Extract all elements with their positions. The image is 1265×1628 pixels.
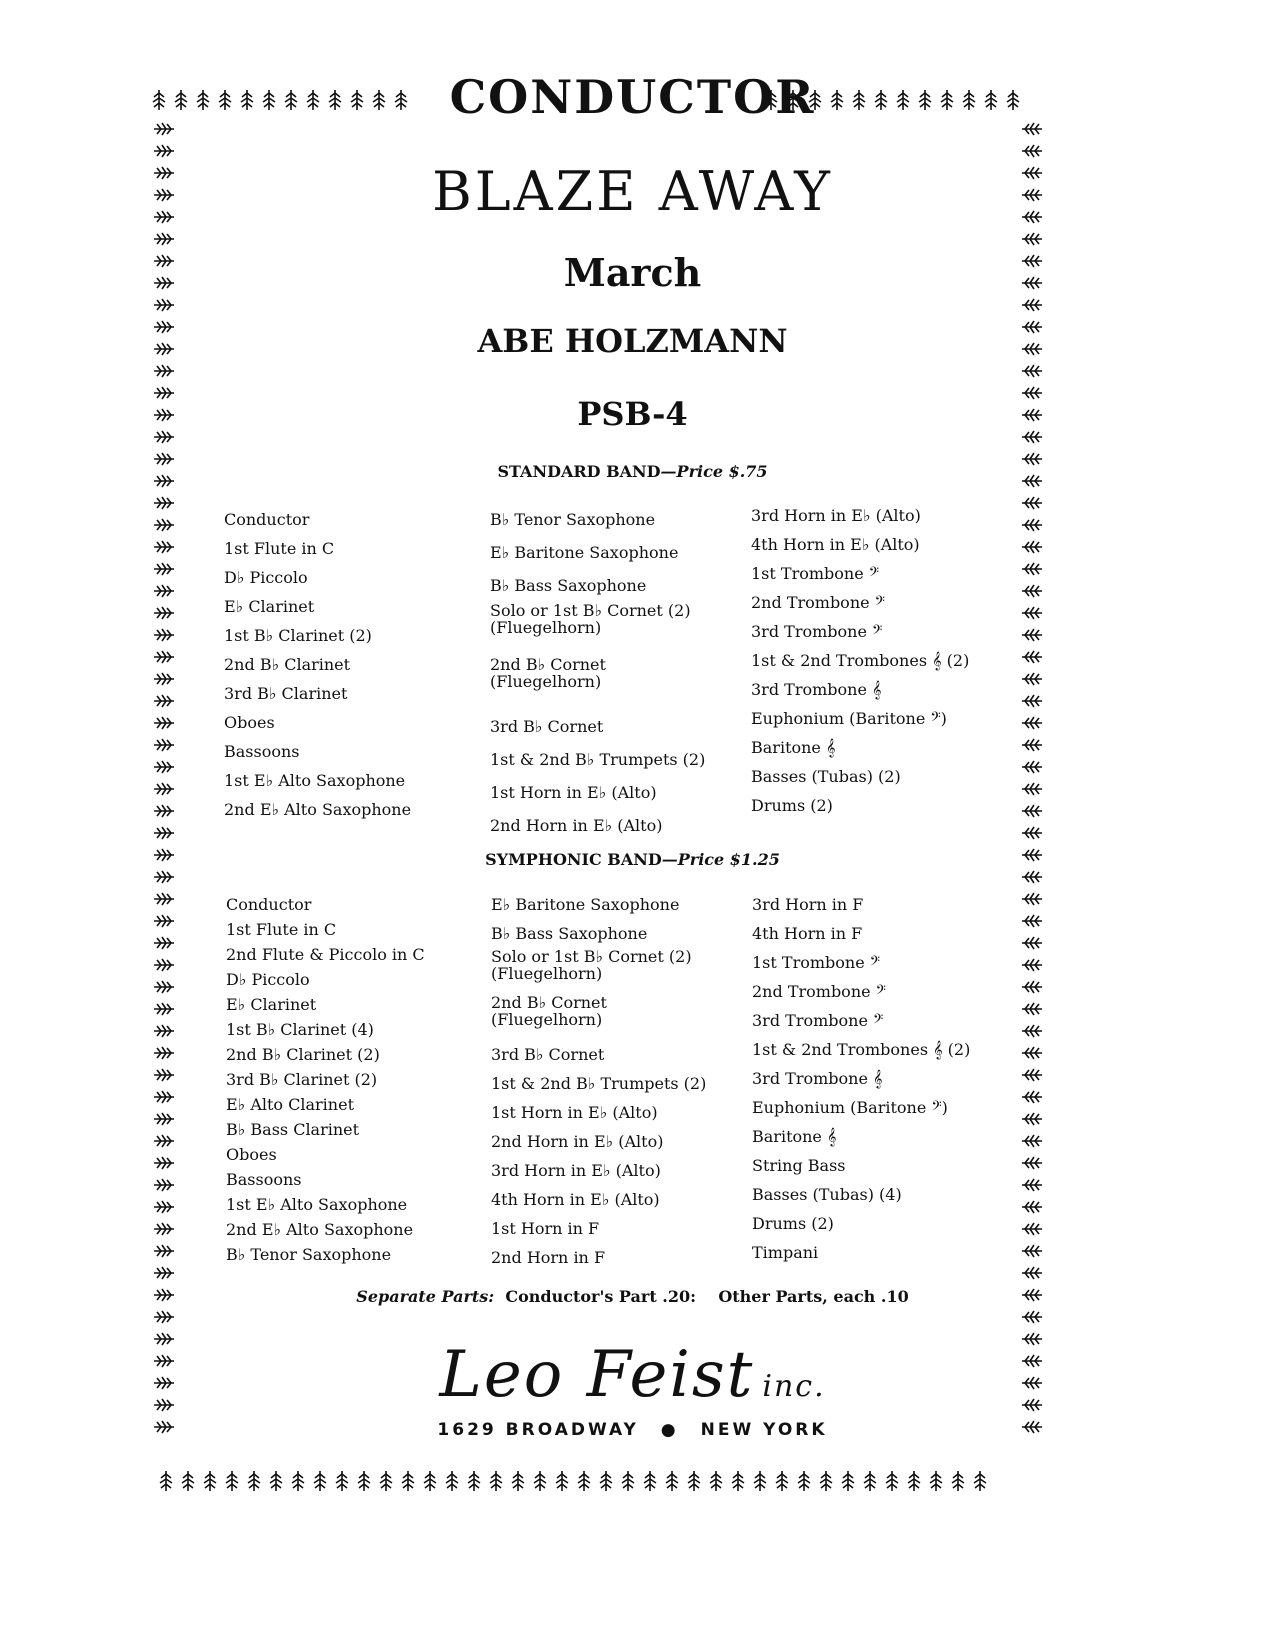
instrument-item: 3rd B♭ Clarinet (2) bbox=[226, 1070, 378, 1089]
instrument-item: 2nd Horn in E♭ (Alto) bbox=[491, 1132, 664, 1151]
ornament-motif-icon bbox=[1021, 1262, 1043, 1284]
ornament-motif-icon bbox=[1021, 1042, 1043, 1064]
instrument-item: E♭ Baritone Saxophone bbox=[490, 543, 679, 562]
symphonic-band-title: SYMPHONIC BAND bbox=[485, 850, 662, 869]
ornament-motif-icon bbox=[1021, 558, 1043, 580]
frame-right-ornament bbox=[1010, 118, 1054, 1463]
ornament-motif-icon bbox=[683, 1470, 705, 1492]
standard-band-title: STANDARD BAND bbox=[497, 462, 661, 481]
ornament-motif-icon bbox=[153, 602, 175, 624]
ornament-motif-icon bbox=[153, 1130, 175, 1152]
instrument-item: Basses (Tubas) (2) bbox=[751, 767, 901, 786]
instrument-item: Oboes bbox=[224, 713, 275, 732]
subtitle: March bbox=[563, 250, 702, 295]
instrument-item: E♭ Clarinet bbox=[226, 995, 317, 1014]
ornament-motif-icon bbox=[153, 800, 175, 822]
composer: ABE HOLZMANN bbox=[477, 322, 788, 360]
ornament-motif-icon bbox=[1021, 602, 1043, 624]
ornament-motif-icon bbox=[153, 1152, 175, 1174]
ornament-motif-icon bbox=[1021, 756, 1043, 778]
instrument-item: 3rd Trombone 𝄢 bbox=[751, 622, 883, 641]
ornament-motif-icon bbox=[1021, 580, 1043, 602]
ornament-motif-icon bbox=[1021, 800, 1043, 822]
instrument-item: 3rd B♭ Clarinet bbox=[224, 684, 348, 703]
instrument-item: 2nd B♭ Clarinet bbox=[224, 655, 351, 674]
instrument-item: 1st Horn in E♭ (Alto) bbox=[490, 783, 657, 802]
instrument-item: 4th Horn in E♭ (Alto) bbox=[491, 1190, 660, 1209]
symphonic-col-2 bbox=[491, 890, 751, 1272]
header-label: CONDUCTOR bbox=[449, 70, 816, 124]
instrument-item: 3rd Trombone 𝄢 bbox=[752, 1011, 884, 1030]
ornament-motif-icon bbox=[153, 360, 175, 382]
ornament-motif-icon bbox=[153, 1306, 175, 1328]
ornament-motif-icon bbox=[153, 822, 175, 844]
standard-band-price: $.75 bbox=[728, 462, 768, 481]
ornament-motif-icon bbox=[1021, 624, 1043, 646]
page-title: BLAZE AWAY bbox=[432, 160, 833, 223]
ornament-motif-icon bbox=[153, 1020, 175, 1042]
ornament-motif-icon bbox=[153, 1064, 175, 1086]
instrument-item: 1st & 2nd B♭ Trumpets (2) bbox=[490, 750, 706, 769]
ornament-motif-icon bbox=[617, 1470, 639, 1492]
ornament-motif-icon bbox=[153, 1218, 175, 1240]
ornament-motif-icon bbox=[155, 1470, 177, 1492]
ornament-motif-icon bbox=[485, 1470, 507, 1492]
ornament-motif-icon bbox=[153, 294, 175, 316]
ornament-motif-icon bbox=[507, 1470, 529, 1492]
instrument-item: Bassoons bbox=[224, 742, 300, 761]
standard-col-2 bbox=[490, 503, 750, 842]
ornament-motif-icon bbox=[1021, 668, 1043, 690]
ornament-motif-icon bbox=[441, 1470, 463, 1492]
ornament-motif-icon bbox=[859, 1470, 881, 1492]
instrument-item: 1st Trombone 𝄢 bbox=[751, 564, 880, 583]
instrument-item: Euphonium (Baritone 𝄢) bbox=[751, 709, 947, 728]
ornament-motif-icon bbox=[153, 580, 175, 602]
instrument-item: D♭ Piccolo bbox=[224, 568, 308, 587]
ornament-motif-icon bbox=[1021, 822, 1043, 844]
ornament-motif-icon bbox=[1021, 1196, 1043, 1218]
publisher-logo-name: Leo Feist bbox=[439, 1338, 755, 1412]
ornament-motif-icon bbox=[153, 734, 175, 756]
ornament-motif-icon bbox=[1021, 1174, 1043, 1196]
ornament-motif-icon bbox=[727, 1470, 749, 1492]
instrument-item: 1st Horn in F bbox=[491, 1219, 600, 1238]
ornament-motif-icon bbox=[177, 1470, 199, 1492]
instrument-item: B♭ Tenor Saxophone bbox=[226, 1245, 392, 1264]
ornament-motif-icon bbox=[1021, 360, 1043, 382]
instrument-item: 3rd Horn in E♭ (Alto) bbox=[751, 506, 921, 525]
ornament-motif-icon bbox=[1021, 866, 1043, 888]
ornament-motif-icon bbox=[1021, 954, 1043, 976]
ornament-motif-icon bbox=[1021, 888, 1043, 910]
instrument-item: B♭ Bass Clarinet bbox=[226, 1120, 360, 1139]
instrument-item: 1st B♭ Clarinet (2) bbox=[224, 626, 372, 645]
instrument-item: Baritone 𝄞 bbox=[751, 738, 836, 757]
ornament-motif-icon bbox=[1021, 1152, 1043, 1174]
other-parts-price: Other Parts, each .10 bbox=[718, 1287, 909, 1306]
instrument-item: Baritone 𝄞 bbox=[752, 1127, 837, 1146]
instrument-item: Solo or 1st B♭ Cornet (2) (Fluegelhorn) bbox=[490, 601, 691, 637]
ornament-motif-icon bbox=[1021, 1218, 1043, 1240]
ornament-motif-icon bbox=[1021, 1130, 1043, 1152]
instrument-item: Solo or 1st B♭ Cornet (2) (Fluegelhorn) bbox=[491, 947, 692, 983]
ornament-motif-icon bbox=[153, 1174, 175, 1196]
conductor-part-price: Conductor's Part .20: bbox=[505, 1287, 697, 1306]
ornament-motif-icon bbox=[153, 976, 175, 998]
symphonic-col-3 bbox=[752, 890, 1012, 1267]
instrument-item: 3rd Trombone 𝄞 bbox=[752, 1069, 883, 1088]
ornament-motif-icon bbox=[199, 1470, 221, 1492]
publisher-logo bbox=[0, 1338, 1265, 1412]
ornament-motif-icon bbox=[903, 1470, 925, 1492]
ornament-motif-icon bbox=[1021, 646, 1043, 668]
instrument-item: 4th Horn in E♭ (Alto) bbox=[751, 535, 920, 554]
ornament-motif-icon bbox=[1021, 778, 1043, 800]
ornament-motif-icon bbox=[153, 778, 175, 800]
ornament-motif-icon bbox=[153, 228, 175, 250]
frame-bottom-ornament bbox=[155, 1460, 1050, 1502]
ornament-motif-icon bbox=[153, 1086, 175, 1108]
instrument-item: 1st B♭ Clarinet (4) bbox=[226, 1020, 374, 1039]
ornament-motif-icon bbox=[1021, 712, 1043, 734]
instrument-item: Euphonium (Baritone 𝄢) bbox=[752, 1098, 948, 1117]
standard-band-price-label: —Price bbox=[660, 462, 723, 481]
ornament-motif-icon bbox=[1021, 1020, 1043, 1042]
publisher-city: NEW YORK bbox=[700, 1420, 828, 1440]
ornament-motif-icon bbox=[771, 1470, 793, 1492]
ornament-motif-icon bbox=[1021, 1240, 1043, 1262]
instrument-item: 1st & 2nd Trombones 𝄞 (2) bbox=[751, 651, 970, 670]
symphonic-col-1 bbox=[226, 892, 486, 1267]
instrument-item: 3rd Trombone 𝄞 bbox=[751, 680, 882, 699]
instrument-item: D♭ Piccolo bbox=[226, 970, 310, 989]
ornament-motif-icon bbox=[551, 1470, 573, 1492]
ornament-motif-icon bbox=[221, 1470, 243, 1492]
ornament-motif-icon bbox=[837, 1470, 859, 1492]
instrument-item: Drums (2) bbox=[751, 796, 833, 815]
instrument-item: Basses (Tubas) (4) bbox=[752, 1185, 902, 1204]
instrument-item: B♭ Bass Saxophone bbox=[490, 576, 647, 595]
ornament-motif-icon bbox=[1021, 514, 1043, 536]
ornament-motif-icon bbox=[153, 1240, 175, 1262]
ornament-motif-icon bbox=[153, 954, 175, 976]
instrument-item: 1st Flute in C bbox=[224, 539, 335, 558]
ornament-motif-icon bbox=[353, 1470, 375, 1492]
ornament-motif-icon bbox=[153, 756, 175, 778]
frame-left-ornament bbox=[142, 118, 186, 1463]
ornament-motif-icon bbox=[243, 1470, 265, 1492]
ornament-motif-icon bbox=[153, 1262, 175, 1284]
ornament-motif-icon bbox=[153, 624, 175, 646]
ornament-motif-icon bbox=[153, 690, 175, 712]
ornament-motif-icon bbox=[397, 1470, 419, 1492]
instrument-item: 1st E♭ Alto Saxophone bbox=[226, 1195, 408, 1214]
ornament-motif-icon bbox=[153, 932, 175, 954]
address-bullet: ● bbox=[660, 1420, 679, 1440]
ornament-motif-icon bbox=[947, 1470, 969, 1492]
ornament-motif-icon bbox=[529, 1470, 551, 1492]
ornament-motif-icon bbox=[153, 998, 175, 1020]
instrument-item: 2nd Trombone 𝄢 bbox=[752, 982, 886, 1001]
ornament-motif-icon bbox=[1021, 1306, 1043, 1328]
ornament-motif-icon bbox=[153, 866, 175, 888]
instrument-item: E♭ Baritone Saxophone bbox=[491, 895, 680, 914]
instrument-item: E♭ Clarinet bbox=[224, 597, 315, 616]
instrument-item: 3rd Horn in F bbox=[752, 895, 864, 914]
ornament-motif-icon bbox=[1021, 492, 1043, 514]
ornament-motif-icon bbox=[153, 1196, 175, 1218]
ornament-motif-icon bbox=[153, 558, 175, 580]
ornament-motif-icon bbox=[749, 1470, 771, 1492]
ornament-motif-icon bbox=[1021, 1064, 1043, 1086]
instrument-item: 2nd E♭ Alto Saxophone bbox=[226, 1220, 414, 1239]
instrument-item: Timpani bbox=[752, 1243, 819, 1262]
ornament-motif-icon bbox=[573, 1470, 595, 1492]
instrument-item: E♭ Alto Clarinet bbox=[226, 1095, 354, 1114]
ornament-motif-icon bbox=[1021, 998, 1043, 1020]
ornament-motif-icon bbox=[153, 536, 175, 558]
publisher-address bbox=[0, 1420, 1265, 1440]
ornament-motif-icon bbox=[287, 1470, 309, 1492]
ornament-motif-icon bbox=[1021, 910, 1043, 932]
ornament-motif-icon bbox=[153, 668, 175, 690]
ornament-motif-icon bbox=[153, 646, 175, 668]
instrument-item: Bassoons bbox=[226, 1170, 302, 1189]
ornament-motif-icon bbox=[1021, 976, 1043, 998]
ornament-motif-icon bbox=[309, 1470, 331, 1492]
instrument-item: 1st Horn in E♭ (Alto) bbox=[491, 1103, 658, 1122]
ornament-motif-icon bbox=[153, 492, 175, 514]
symphonic-band-price-label: —Price bbox=[661, 850, 725, 869]
catalog-number: PSB-4 bbox=[577, 395, 688, 433]
separate-parts-label: Separate Parts: bbox=[356, 1287, 495, 1306]
instrument-item: Drums (2) bbox=[752, 1214, 834, 1233]
instrument-item: 1st & 2nd Trombones 𝄞 (2) bbox=[752, 1040, 971, 1059]
publisher-street: 1629 BROADWAY bbox=[437, 1420, 639, 1440]
ornament-motif-icon bbox=[153, 1042, 175, 1064]
instrument-item: 1st E♭ Alto Saxophone bbox=[224, 771, 406, 790]
instrument-item: 1st Flute in C bbox=[226, 920, 337, 939]
instrument-item: 2nd B♭ Clarinet (2) bbox=[226, 1045, 380, 1064]
instrument-item: 1st Trombone 𝄢 bbox=[752, 953, 881, 972]
instrument-item: 2nd Horn in F bbox=[491, 1248, 606, 1267]
publisher-logo-suffix: inc. bbox=[762, 1369, 826, 1404]
ornament-motif-icon bbox=[463, 1470, 485, 1492]
instrument-item: 2nd Horn in E♭ (Alto) bbox=[490, 816, 663, 835]
ornament-motif-icon bbox=[1021, 734, 1043, 756]
instrument-item: 1st & 2nd B♭ Trumpets (2) bbox=[491, 1074, 707, 1093]
instrument-item: Conductor bbox=[224, 510, 310, 529]
ornament-motif-icon bbox=[1021, 536, 1043, 558]
ornament-motif-icon bbox=[419, 1470, 441, 1492]
instrument-item: 2nd Trombone 𝄢 bbox=[751, 593, 885, 612]
ornament-motif-icon bbox=[153, 712, 175, 734]
instrument-item: Conductor bbox=[226, 895, 312, 914]
ornament-motif-icon bbox=[925, 1470, 947, 1492]
ornament-motif-icon bbox=[265, 1470, 287, 1492]
ornament-motif-icon bbox=[1021, 140, 1043, 162]
ornament-motif-icon bbox=[969, 1470, 991, 1492]
standard-col-1 bbox=[224, 505, 484, 824]
instrument-item: 2nd Flute & Piccolo in C bbox=[226, 945, 425, 964]
instrument-item: 2nd B♭ Cornet (Fluegelhorn) bbox=[490, 655, 606, 691]
instrument-item: B♭ Tenor Saxophone bbox=[490, 510, 656, 529]
ornament-motif-icon bbox=[881, 1470, 903, 1492]
ornament-motif-icon bbox=[153, 888, 175, 910]
ornament-motif-icon bbox=[375, 1470, 397, 1492]
ornament-motif-icon bbox=[1021, 1086, 1043, 1108]
ornament-motif-icon bbox=[793, 1470, 815, 1492]
ornament-motif-icon bbox=[331, 1470, 353, 1492]
standard-col-3 bbox=[751, 501, 1011, 820]
ornament-motif-icon bbox=[1021, 932, 1043, 954]
instrument-item: 3rd B♭ Cornet bbox=[490, 717, 604, 736]
ornament-motif-icon bbox=[1021, 294, 1043, 316]
ornament-motif-icon bbox=[1021, 1108, 1043, 1130]
instrument-item: 3rd B♭ Cornet bbox=[491, 1045, 605, 1064]
symphonic-band-heading bbox=[0, 850, 1265, 869]
ornament-motif-icon bbox=[153, 140, 175, 162]
instrument-item: 2nd B♭ Cornet (Fluegelhorn) bbox=[491, 993, 607, 1029]
symphonic-band-price: $1.25 bbox=[729, 850, 780, 869]
ornament-motif-icon bbox=[1021, 690, 1043, 712]
ornament-motif-icon bbox=[661, 1470, 683, 1492]
ornament-motif-icon bbox=[815, 1470, 837, 1492]
ornament-motif-icon bbox=[153, 910, 175, 932]
instrument-item: 2nd E♭ Alto Saxophone bbox=[224, 800, 412, 819]
ornament-motif-icon bbox=[1021, 228, 1043, 250]
ornament-motif-icon bbox=[705, 1470, 727, 1492]
ornament-motif-icon bbox=[595, 1470, 617, 1492]
separate-parts-line bbox=[0, 1287, 1265, 1306]
standard-band-heading bbox=[0, 462, 1265, 481]
instrument-item: 4th Horn in F bbox=[752, 924, 863, 943]
ornament-motif-icon bbox=[153, 1108, 175, 1130]
ornament-motif-icon bbox=[639, 1470, 661, 1492]
ornament-motif-icon bbox=[153, 514, 175, 536]
instrument-item: B♭ Bass Saxophone bbox=[491, 924, 648, 943]
instrument-item: String Bass bbox=[752, 1156, 846, 1175]
instrument-item: Oboes bbox=[226, 1145, 277, 1164]
instrument-item: 3rd Horn in E♭ (Alto) bbox=[491, 1161, 661, 1180]
